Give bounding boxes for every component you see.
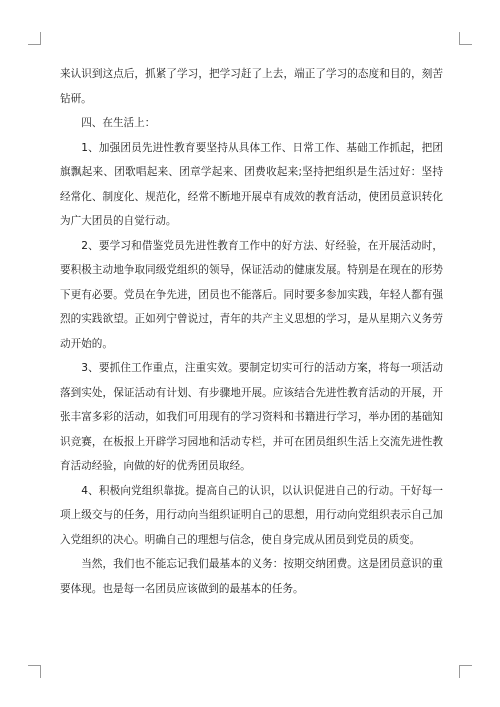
- paragraph-item-3: 3、要抓住工作重点，注重实效。要制定切实可行的活动方案，将每一项活动落到实处，保证活动有计划、有步骤地开展。应该结合先进性教育活动的开展，开张丰富多彩的活动，如我们可用现有的学习资料和书籍进行学习，举办团的基础知识竞赛，在板报上开辟学习园地和活动专栏，并可在团员组织生活上交流先进性教育活动经验，向做的好的优秀团员取经。: [60, 362, 443, 472]
- crop-mark-top-left: [28, 32, 41, 45]
- document-body: [60, 62, 443, 601]
- paragraph-continuation: 来认识到这点后，抓紧了学习，把学习赶了上去，端正了学习的态度和目的，刻苦钻研。: [60, 68, 443, 105]
- paragraph-item-2: 2、要学习和借鉴党员先进性教育工作中的好方法、好经验，在开展活动时，要积极主动地争取同级党组织的领导，保证活动的健康发展。特别是在现在的形势下更有必要。党员在争先进，团员也不能落后。同时要多参加实践，年轻人都有强烈的实践欲望。正如列宁曾说过，青年的共产主义思想的学习，是从星期六义务劳动开始的。: [60, 239, 443, 350]
- paragraph-conclusion: 当然，我们也不能忘记我们最基本的义务：按期交纳团费。这是团员意识的重要体现。也是每一名团员应该做到的最基本的任务。: [60, 558, 443, 595]
- paragraph-item-4: 4、积极向党组织靠拢。提高自己的认识，以认识促进自己的行动。干好每一项上级交与的任务，用行动向当组织证明自己的思想，用行动向党组织表示自己加入党组织的决心。明确自己的理想与信念，使自身完成从团员到党员的质变。: [60, 484, 443, 546]
- section-heading-life: 四、在生活上：: [81, 117, 156, 129]
- crop-mark-bottom-left: [28, 665, 41, 678]
- crop-mark-top-right: [459, 32, 472, 45]
- paragraph-item-1: 1、加强团员先进性教育要坚持从具体工作、日常工作、基础工作抓起，把团旗飘起来、团歌唱起来、团章学起来、团费收起来;坚持把组织是生活过好：坚持经常化、制度化、规范化，经常不断地开展卓有成效的教育活动，使团员意识转化为广大团员的自觉行动。: [60, 141, 443, 227]
- crop-mark-bottom-right: [459, 665, 472, 678]
